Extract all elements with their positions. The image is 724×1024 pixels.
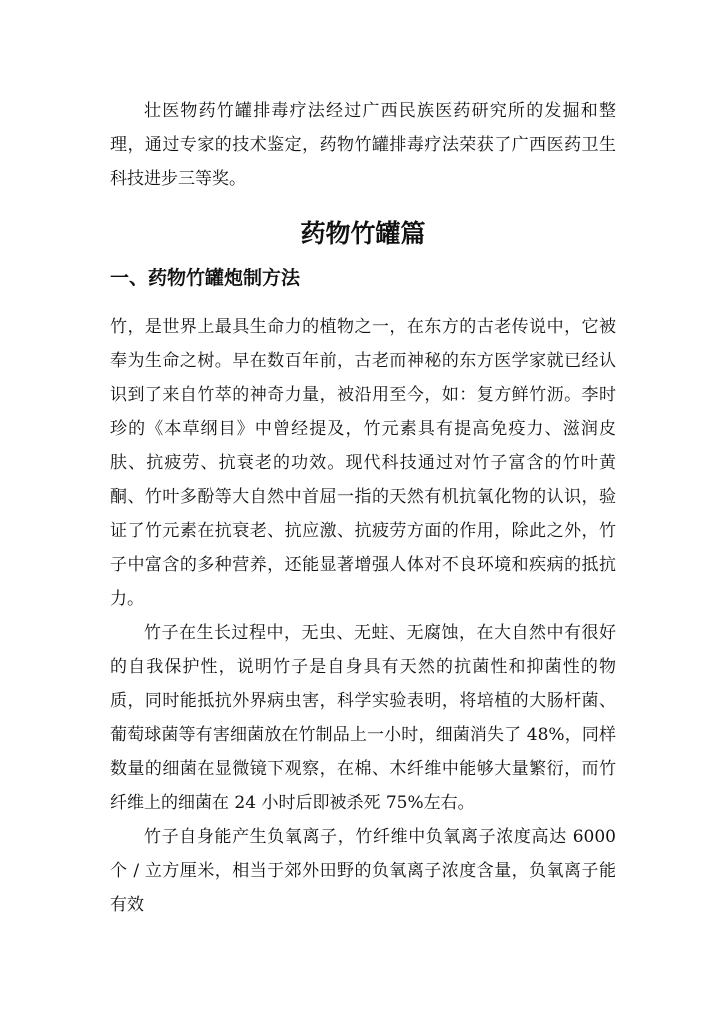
document-page [110, 94, 616, 922]
body-paragraph: 竹，是世界上最具生命力的植物之一，在东方的古老传说中，它被奉为生命之树。早在数百年前，古老而神秘的东方医学家就已经认识到了来自竹萃的神奇力量，被沿用至今，如：复方鲜竹沥。李时珍的《本草纲目》中曾经提及，竹元素具有提高免疫力、滋润皮肤、抗疲劳、抗衰老的功效。现代科技通过对竹子富含的竹叶黄酮、竹叶多酚等大自然中首屈一指的天然有机抗氧化物的认识，验证了竹元素在抗衰老、抗应激、抗疲劳方面的作用，除此之外，竹子中富含的多种营养，还能显著增强人体对不良环境和疾病的抵抗力。 [110, 317, 616, 609]
intro-paragraph: 壮医物药竹罐排毒疗法经过广西民族医药研究所的发掘和整理，通过专家的技术鉴定，药物竹罐排毒疗法荣获了广西医药卫生科技进步三等奖。 [110, 101, 616, 189]
section-heading: 一、药物竹罐炮制方法 [110, 267, 301, 289]
page-title: 药物竹罐篇 [300, 219, 426, 248]
body-paragraph: 竹子在生长过程中，无虫、无蛀、无腐蚀，在大自然中有很好的自我保护性，说明竹子是自身具有天然的抗菌性和抑菌性的物质，同时能抵抗外界病虫害，科学实验表明，将培植的大肠杆菌、葡萄球菌等有害细菌放在竹制品上一小时，细菌消失了 48%，同样数量的细菌在显微镜下观察，在棉、木纤维中能够大量繁衍，而竹纤维上的细菌在 24 小时后即被杀死 75%左右。 [110, 623, 616, 813]
body-paragraph: 竹子自身能产生负氧离子，竹纤维中负氧离子浓度高达 6000 个 / 立方厘米，相当于郊外田野的负氧离子浓度含量，负氧离子能有效 [110, 827, 616, 915]
